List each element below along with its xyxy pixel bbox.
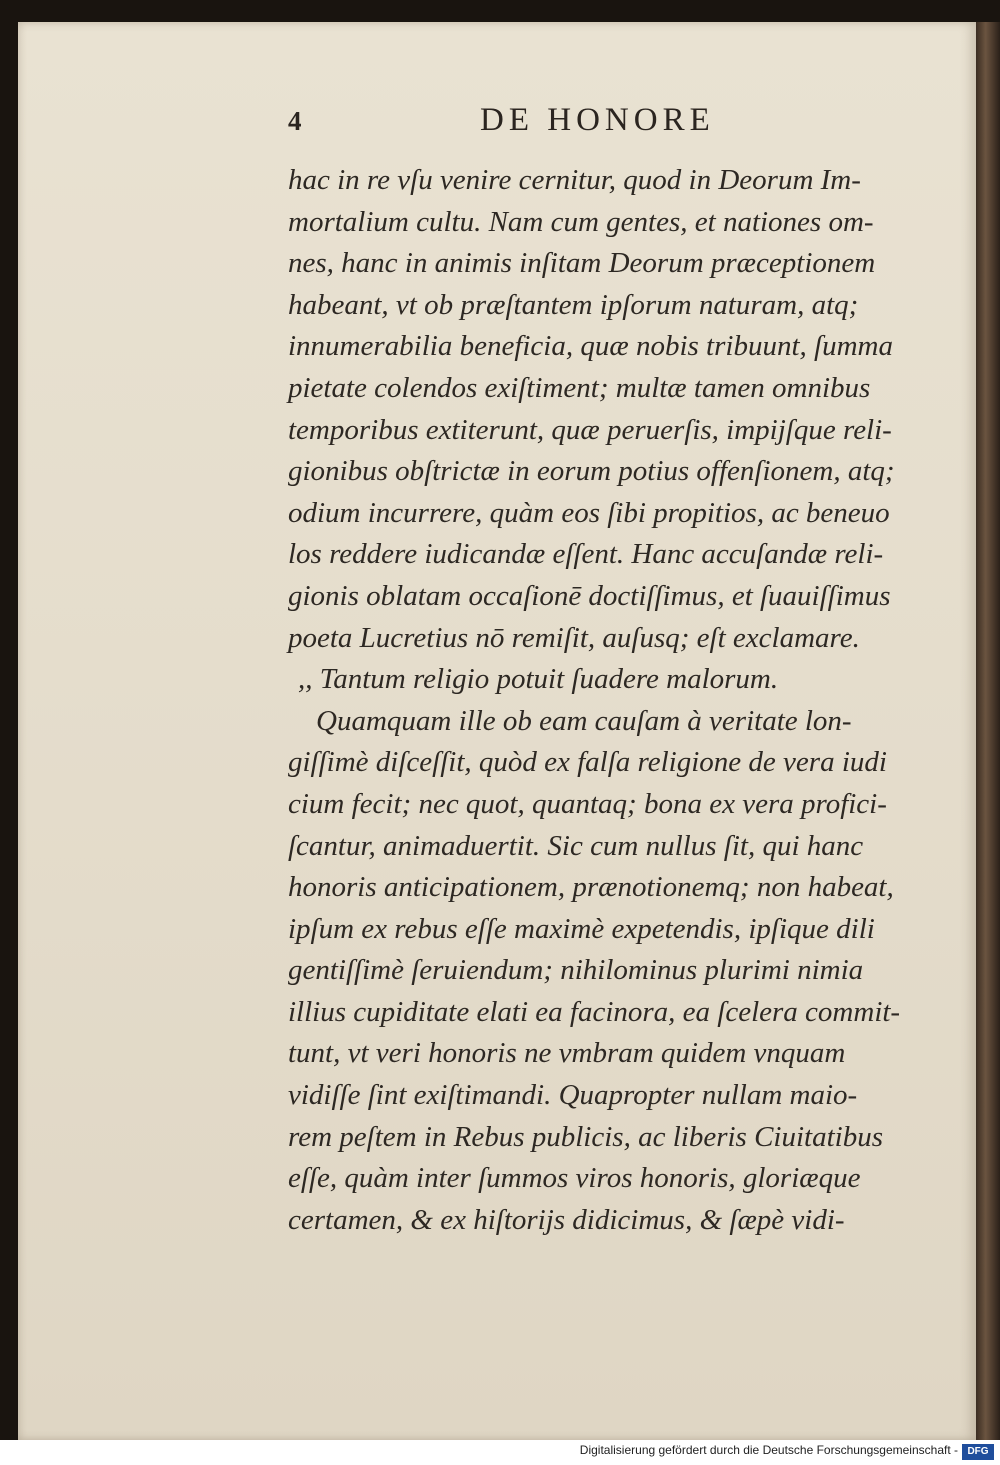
text-line: rem peſtem in Rebus publicis, ac liberis Ciuitatibus [288, 1120, 883, 1153]
text-line: eſſe, quàm inter ſummos viros honoris, gloriæque [288, 1162, 861, 1195]
paragraph-start: Quamquam ille ob eam cauſam à veritate lon- [316, 704, 852, 737]
text-line: tunt, vt veri honoris ne vmbram quidem vnquam [288, 1037, 846, 1070]
text-line: ipſum ex rebus eſſe maximè expetendis, ipſique dili [288, 912, 875, 945]
page-number: 4 [288, 106, 302, 136]
text-line: nes, hanc in animis inſitam Deorum præceptionem [288, 247, 876, 280]
body-text [288, 160, 918, 1241]
running-head: DE HONORE [480, 102, 715, 138]
text-line: mortalium cultu. Nam cum gentes, et nationes om- [288, 205, 874, 238]
text-line: certamen, & ex hiſtorijs didicimus, & ſæpè vidi- [288, 1203, 845, 1236]
text-line: giſſimè diſceſſit, quòd ex falſa religione de vera iudi [288, 746, 887, 779]
verse-quotation: ,, Tantum religio potuit ſuadere malorum. [298, 663, 779, 696]
text-line: innumerabilia beneficia, quæ nobis tribuunt, ſumma [288, 330, 893, 363]
book-edge [976, 22, 1000, 1440]
text-line: gionis oblatam occaſionē doctiſſimus, et ſuauiſſimus [288, 579, 891, 612]
text-line: cium fecit; nec quot, quantaq; bona ex vera profici- [288, 787, 887, 820]
digitization-footer [0, 1440, 1000, 1465]
text-line: ſcantur, animaduertit. Sic cum nullus ſit, qui hanc [288, 829, 864, 862]
text-line: illius cupiditate elati ea facinora, ea ſcelera commit- [288, 995, 901, 1028]
text-line: honoris anticipationem, prænotionemq; non habeat, [288, 871, 894, 904]
text-line: poeta Lucretius nō remiſit, auſusq; eſt exclamare. [288, 621, 860, 654]
text-line: hac in re vſu venire cernitur, quod in Deorum Im- [288, 164, 861, 196]
funding-credit: Digitalisierung gefördert durch die Deutsche Forschungsgemeinschaft - [579, 1443, 958, 1457]
dfg-logo: DFG [962, 1444, 994, 1460]
text-line: temporibus extiterunt, quæ peruerſis, impijſque reli- [288, 413, 892, 446]
page-header [280, 102, 740, 142]
text-line: los reddere iudicandæ eſſent. Hanc accuſandæ reli- [288, 538, 884, 571]
text-line: gionibus obſtrictæ in eorum potius offenſionem, atq; [288, 455, 895, 488]
text-line: vidiſſe ſint exiſtimandi. Quapropter nullam maio- [288, 1079, 858, 1112]
text-line: gentiſſimè ſeruiendum; nihilominus plurimi nimia [288, 954, 864, 987]
text-line: habeant, vt ob præſtantem ipſorum naturam, atq; [288, 288, 859, 321]
text-line: pietate colendos exiſtiment; multæ tamen omnibus [288, 371, 871, 404]
text-line: odium incurrere, quàm eos ſibi propitios, ac beneuo [288, 496, 890, 529]
